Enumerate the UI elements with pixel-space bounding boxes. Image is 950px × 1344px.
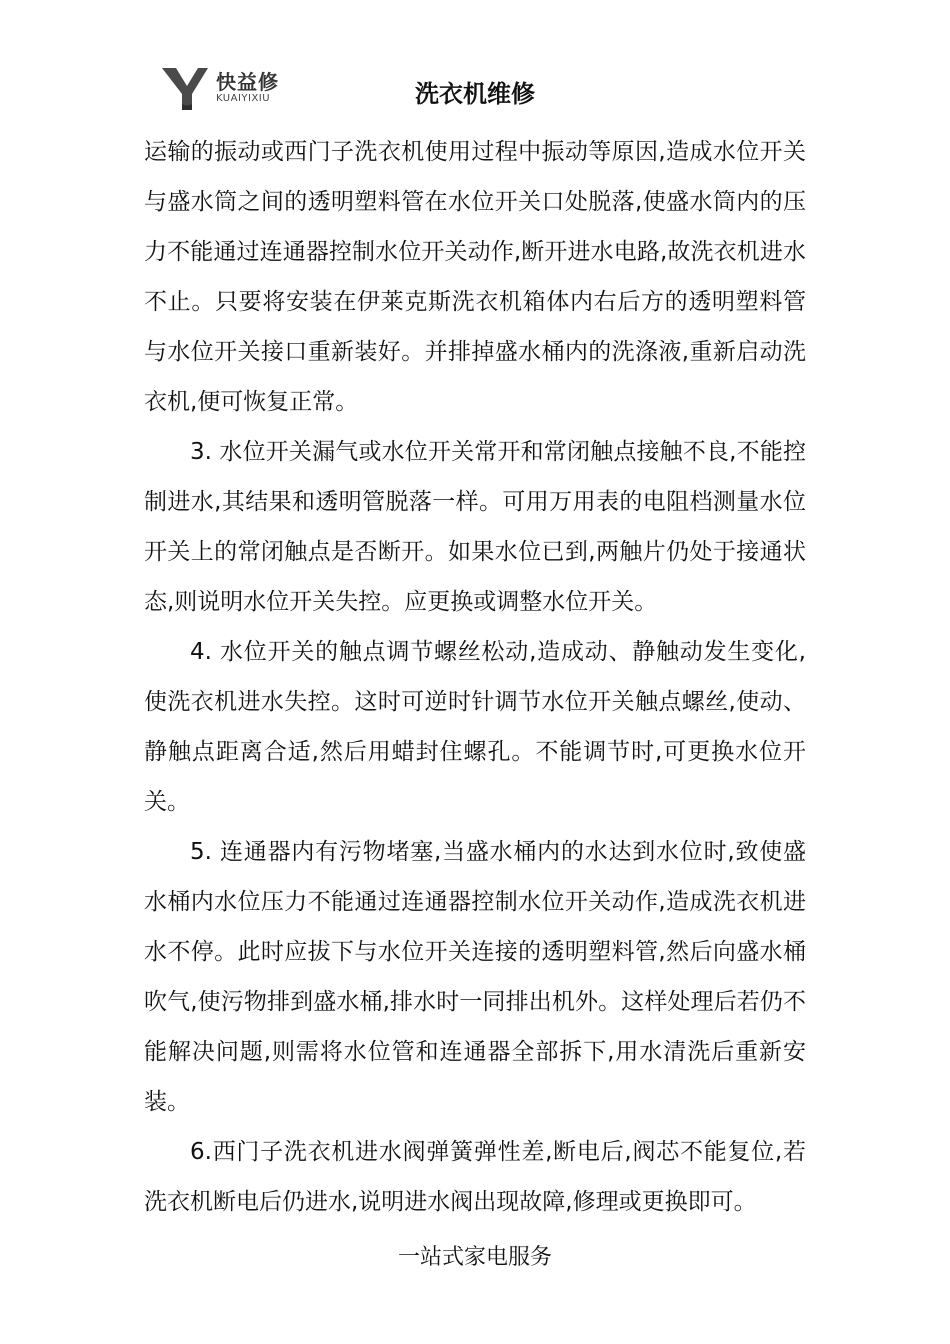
document-body (144, 127, 806, 1227)
paragraph-5: 6.西门子洗衣机进水阀弹簧弹性差,断电后,阀芯不能复位,若洗衣机断电后仍进水,说明进水阀出现故障,修理或更换即可。 (144, 1139, 806, 1215)
page-footer: 一站式家电服务 (397, 1245, 552, 1270)
page-header (0, 0, 950, 130)
paragraph-4: 5. 连通器内有污物堵塞,当盛水桶内的水达到水位时,致使盛水桶内水位压力不能通过连通器控制水位开关动作,造成洗衣机进水不停。此时应拔下与水位开关连接的透明塑料管,然后向盛水桶吹气,使污物排到盛水桶,排水时一同排出机外。这样处理后若仍不能解决问题,则需将水位管和连通器全部拆下,用水清洗后重新安装。 (144, 839, 806, 1115)
paragraph-2: 3. 水位开关漏气或水位开关常开和常闭触点接触不良,不能控制进水,其结果和透明管脱落一样。可用万用表的电阻档测量水位开关上的常闭触点是否断开。如果水位已到,两触片仍处于接通状态,则说明水位开关失控。应更换或调整水位开关。 (144, 439, 806, 615)
brand-name-cn: 快益修 (216, 70, 279, 94)
paragraph-1: 运输的振动或西门子洗衣机使用过程中振动等原因,造成水位开关与盛水筒之间的透明塑料管在水位开关口处脱落,使盛水筒内的压力不能通过连通器控制水位开关动作,断开进水电路,故洗衣机进水不止。只要将安装在伊莱克斯洗衣机箱体内右后方的透明塑料管与水位开关接口重新装好。并排掉盛水桶内的洗涤液,重新启动洗衣机,便可恢复正常。 (144, 139, 806, 415)
brand-name-en: KUAIYIXIU (216, 93, 271, 104)
paragraph-3: 4. 水位开关的触点调节螺丝松动,造成动、静触动发生变化,使洗衣机进水失控。这时可逆时针调节水位开关触点螺丝,使动、静触点距离合适,然后用蜡封住螺孔。不能调节时,可更换水位开关。 (144, 639, 806, 815)
page-title: 洗衣机维修 (415, 80, 535, 108)
